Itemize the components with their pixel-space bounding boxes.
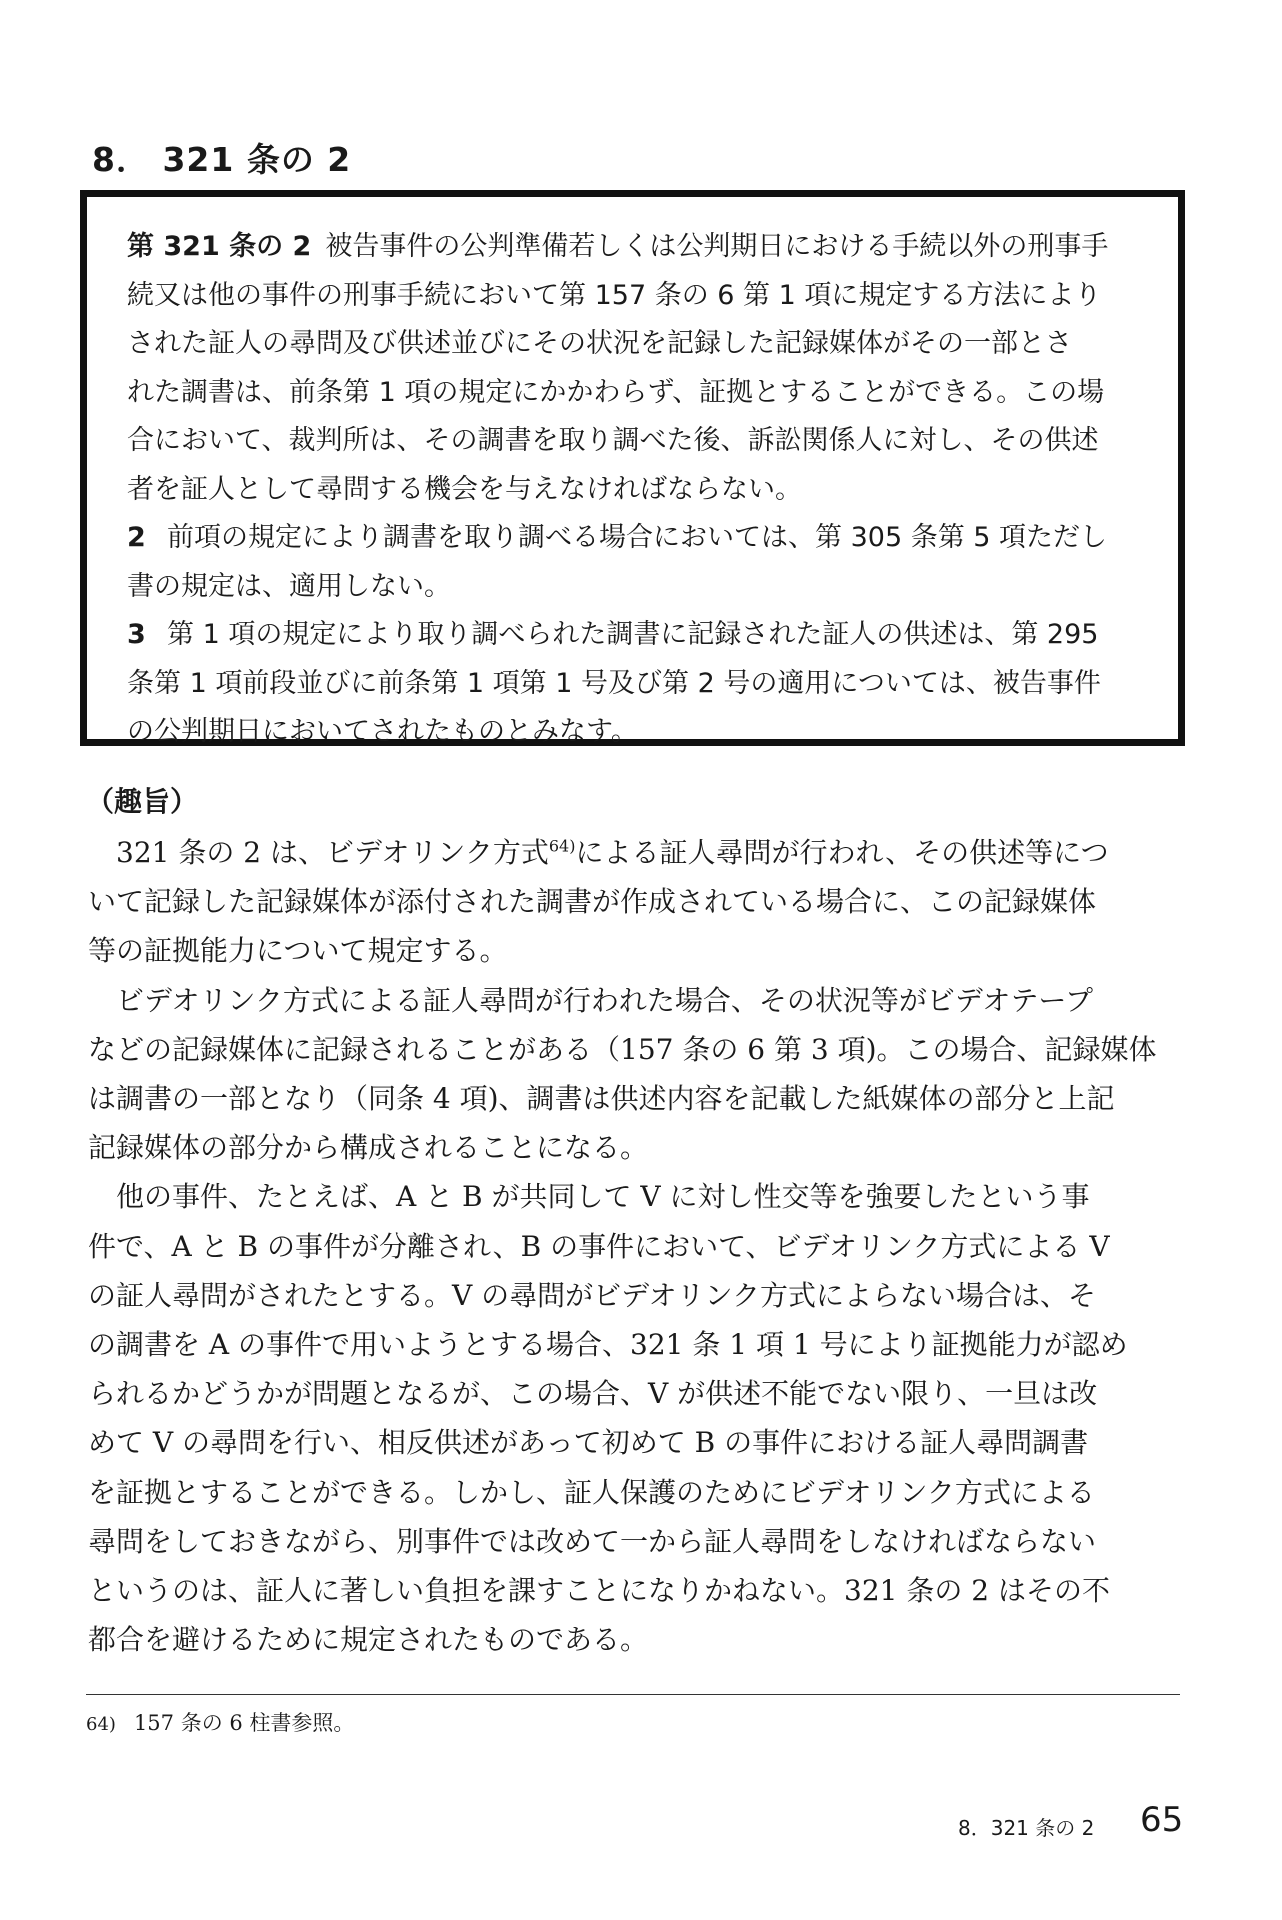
item-line: 書の規定は、適用しない。: [127, 570, 451, 602]
item-line: の公判期日においてされたものとみなす。: [127, 716, 638, 747]
footnote-divider: [86, 1694, 1180, 1695]
article-head: 第 321 条の 2: [127, 231, 312, 262]
paragraph-line: 件で、A と B の事件が分離され、B の事件において、ビデオリンク方式による V: [88, 1229, 1110, 1263]
paragraph-line: 記録媒体の部分から構成されることになる。: [88, 1131, 649, 1165]
paragraph-line: ビデオリンク方式による証人尋問が行われた場合、その状況等がビデオテープ: [116, 983, 1093, 1017]
article-line: 被告事件の公判準備若しくは公判期日における手続以外の刑事手: [325, 231, 1109, 262]
paragraph-line: の証人尋問がされたとする。V の尋問がビデオリンク方式によらない場合は、そ: [88, 1278, 1097, 1312]
item-number: 3: [127, 619, 146, 650]
purpose-heading: （趣旨）: [86, 785, 199, 818]
footnote: [86, 1707, 354, 1737]
paragraph-line: 他の事件、たとえば、A と B が共同して V に対し性交等を強要したという事: [116, 1180, 1090, 1214]
footnote-ref[interactable]: 64): [548, 836, 576, 856]
paragraph-line: は調書の一部となり（同条 4 項)、調書は供述内容を記載した紙媒体の部分と上記: [88, 1082, 1115, 1116]
paragraph-line: というのは、証人に著しい負担を課すことになりかねない。321 条の 2 はその不: [88, 1574, 1110, 1608]
paragraph-line: いて記録した記録媒体が添付された調書が作成されている場合に、この記録媒体: [88, 885, 1097, 919]
statute-item-2: [127, 514, 1148, 611]
article-line: れた調書は、前条第 1 項の規定にかかわらず、証拠とすることができる。この場: [127, 376, 1105, 408]
footnote-text: 157 条の 6 柱書参照。: [133, 1711, 355, 1735]
article-line: された証人の尋問及び供述並びにその状況を記録した記録媒体がその一部とさ: [127, 328, 1072, 359]
section-heading: 8． 321 条の 2: [92, 140, 352, 179]
paragraph-line: の調書を A の事件で用いようとする場合、321 条 1 項 1 号により証拠能力が認め: [88, 1328, 1128, 1362]
paragraph-line: 都合を避けるために規定されたものである。: [88, 1623, 649, 1657]
paragraph-line: を証拠とすることができる。しかし、証人保護のためにビデオリンク方式による: [88, 1475, 1095, 1509]
body-text: [88, 828, 1188, 1664]
footnote-number: 64): [86, 1714, 116, 1735]
article-line: 者を証人として尋問する機会を与えなければならない。: [127, 473, 802, 505]
paragraph-line: 321 条の 2 は、ビデオリンク方式$^{64)}$による証人尋問が行われ、その供述等につ: [116, 836, 1109, 869]
paragraph-line: 等の証拠能力について規定する。: [88, 934, 508, 968]
statute-item-3: [127, 611, 1148, 757]
paragraph-line: られるかどうかが問題となるが、この場合、V が供述不能でない限り、一旦は改: [88, 1377, 1098, 1411]
statute-article: [127, 223, 1148, 514]
item-line: 第 1 項の規定により取り調べられた調書に記録された証人の供述は、第 295: [167, 619, 1099, 650]
statute-box: [80, 190, 1185, 746]
article-line: 合において、裁判所は、その調書を取り調べた後、訴訟関係人に対し、その供述: [127, 425, 1099, 456]
item-line: 条第 1 項前段並びに前条第 1 項第 1 号及び第 2 号の適用については、被告事件: [127, 667, 1101, 699]
item-line: 前項の規定により調書を取り調べる場合においては、第 305 条第 5 項ただし: [167, 522, 1108, 553]
page-number: 65: [1140, 1800, 1184, 1840]
item-number: 2: [127, 522, 146, 553]
running-footer: 8．321 条の 2: [958, 1816, 1095, 1840]
paragraph-line: 尋問をしておきながら、別事件では改めて一から証人尋問をしなければならない: [88, 1524, 1097, 1558]
article-line: 続又は他の事件の刑事手続において第 157 条の 6 第 1 項に規定する方法により: [127, 279, 1102, 311]
paragraph-line: などの記録媒体に記録されることがある（157 条の 6 第 3 項)。この場合、記録媒体: [88, 1032, 1157, 1066]
paragraph-line: めて V の尋問を行い、相反供述があって初めて B の事件における証人尋問調書: [88, 1426, 1089, 1460]
